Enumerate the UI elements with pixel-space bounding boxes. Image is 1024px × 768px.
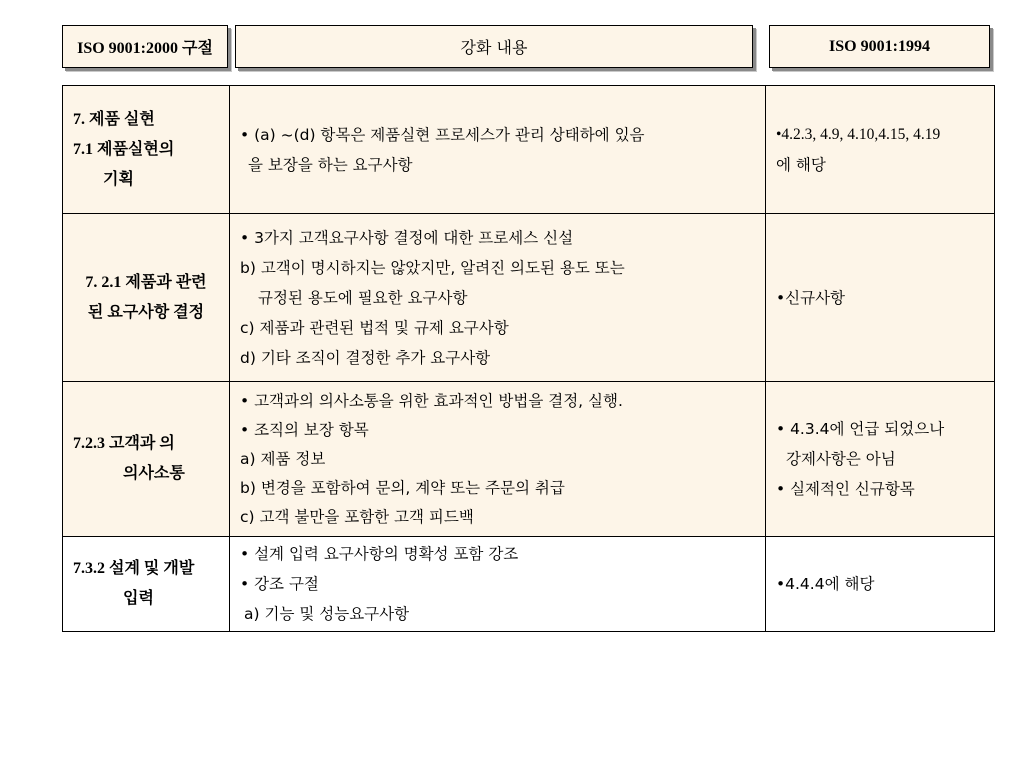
content-line: b) 변경을 포함하여 문의, 계약 또는 주문의 취급 — [240, 478, 565, 497]
content-line: a) 제품 정보 — [240, 449, 326, 468]
content-line: 을 보장을 하는 요구사항 — [248, 155, 413, 174]
content-line: c) 제품과 관련된 법적 및 규제 요구사항 — [240, 318, 509, 337]
content-line: • 강조 구절 — [240, 575, 319, 593]
clause-cell — [63, 382, 230, 537]
table-row — [63, 214, 995, 382]
content-line: b) 고객이 명시하지는 않았지만, 알려진 의도된 용도 또는 — [240, 258, 625, 277]
clause-line: 된 요구사항 결정 — [87, 303, 205, 321]
comparison-table — [62, 85, 995, 632]
table-row — [63, 382, 995, 537]
content-cell — [230, 537, 766, 632]
content-line: • 고객과의 의사소통을 위한 효과적인 방법을 결정, 실행. — [240, 391, 623, 410]
header-iso1994-label — [769, 25, 990, 68]
ref-line: • 실제적인 신규항목 — [776, 480, 915, 498]
clause-cell — [63, 86, 230, 214]
ref-cell — [766, 86, 995, 214]
ref-line: 강제사항은 아님 — [786, 450, 896, 468]
clause-line: 7. 제품 실현 — [73, 110, 155, 128]
content-line: • 설계 입력 요구사항의 명확성 포함 강조 — [240, 545, 519, 563]
clause-line: 의사소통 — [123, 465, 185, 482]
clause-line: 7.3.2 설계 및 개발 — [73, 560, 195, 577]
content-cell — [230, 382, 766, 537]
clause-line: 7.2.3 고객과 의 — [73, 435, 175, 452]
table-row — [63, 537, 995, 632]
ref-line: •4.2.3, 4.9, 4.10,4.15, 4.19 — [776, 125, 941, 143]
content-line: • (a) ~(d) 항목은 제품실현 프로세스가 관리 상태하에 있음 — [240, 125, 645, 144]
content-line: d) 기타 조직이 결정한 추가 요구사항 — [240, 348, 491, 367]
clause-line: 7. 2.1 제품과 관련 — [85, 273, 207, 291]
clause-cell — [63, 214, 230, 382]
ref-line: •신규사항 — [776, 288, 846, 307]
clause-line: 7.1 제품실현의 — [73, 140, 175, 158]
header-content-label — [235, 25, 753, 68]
clause-line: 기획 — [103, 170, 134, 188]
content-line: 규정된 용도에 필요한 요구사항 — [258, 288, 468, 307]
clause-line: 입력 — [123, 590, 154, 607]
header-clause-text: ISO 9001:2000 구절 — [77, 40, 213, 57]
content-line: • 3가지 고객요구사항 결정에 대한 프로세스 신설 — [240, 228, 574, 247]
table-row — [63, 86, 995, 214]
header-content-text: 강화 내용 — [460, 38, 528, 57]
ref-cell — [766, 214, 995, 382]
clause-cell — [63, 537, 230, 632]
ref-line: • 4.3.4에 언급 되었으나 — [776, 420, 945, 438]
ref-line: 에 해당 — [776, 155, 826, 174]
content-cell — [230, 86, 766, 214]
content-line: c) 고객 불만을 포함한 고객 피드백 — [240, 507, 474, 526]
ref-line: •4.4.4에 해당 — [776, 575, 875, 593]
header-clause-label — [62, 25, 228, 68]
ref-cell — [766, 382, 995, 537]
content-cell — [230, 214, 766, 382]
content-line: • 조직의 보장 항목 — [240, 420, 369, 439]
content-line: a) 기능 및 성능요구사항 — [244, 605, 410, 623]
ref-cell — [766, 537, 995, 632]
header-iso1994-text: ISO 9001:1994 — [829, 37, 930, 55]
